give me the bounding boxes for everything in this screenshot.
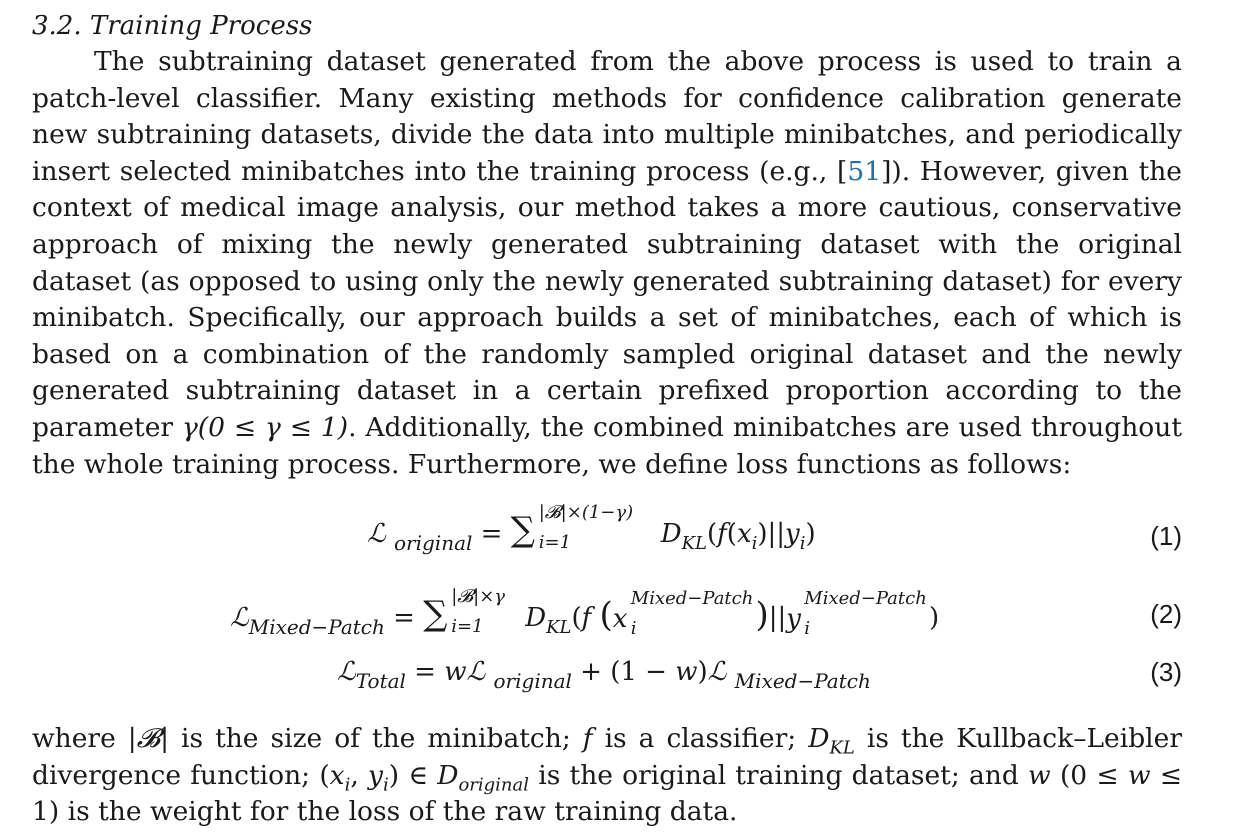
section-title: Training Process	[89, 11, 313, 41]
paper-page	[32, 8, 1182, 831]
x-subscript: i	[344, 774, 351, 796]
text: ,	[350, 759, 369, 791]
classifier-symbol: f	[582, 723, 593, 755]
equation-2-number: (2)	[1150, 599, 1182, 630]
kl-subscript: KL	[829, 737, 855, 759]
kl-symbol: D	[808, 723, 830, 755]
dataset-subscript: original	[458, 774, 530, 796]
minibatch-symbol: 𝓑	[136, 723, 161, 755]
text: is the Kullback–Leibler divergence function; (	[32, 723, 1183, 791]
text: where |	[32, 723, 137, 755]
equation-3-number: (3)	[1150, 657, 1182, 688]
equation-2-body: ℒ$_{Mixed-Patch}$ = ∑ |𝓑|×γ i=1 $D_{KL}(f$ (x Mixed−Patch i )||y Mixed−Patch i )	[230, 586, 940, 640]
gamma-parameter: γ(0 ≤ γ ≤ 1)	[181, 411, 349, 443]
text: is the original training dataset; and	[529, 759, 1029, 791]
text: (0 ≤	[1050, 759, 1128, 791]
text: | is the size of the minibatch;	[160, 723, 583, 755]
paragraph-definitions	[32, 721, 1182, 831]
section-heading	[32, 8, 1182, 44]
paragraph-text: ]). However, given the context of medical image analysis, our method takes a more cautious, conservative approach of mixing the newly generated subtraining dataset with the original dataset (as opposed to using only the newly generated subtraining dataset) for every minibatch. Specifically, our approach builds a set of minibatches, each of which is based on a combination of the randomly sampled original dataset and the newly generated subtraining dataset in a certain prefixed proportion according to the parameter	[32, 155, 1182, 443]
text: is a classifier;	[592, 723, 809, 755]
citation-link[interactable]: 51	[847, 155, 882, 187]
equation-1	[32, 502, 1182, 569]
equation-block	[32, 501, 1182, 711]
text: ) ∈	[388, 759, 438, 791]
x-symbol: x	[329, 759, 345, 791]
y-symbol: y	[368, 759, 384, 791]
paragraph-text: The subtraining dataset generated from the above process is used to train a patch-level classifier. Many existing methods for confidence calibration generate new subtraining datasets, divide the data into multiple minibatches, and periodically insert selected minibatches into the training process (e.g., [	[32, 46, 1182, 187]
dataset-symbol: D	[437, 759, 459, 791]
weight-symbol: w	[1127, 759, 1151, 791]
equation-1-body: ℒ $_{original}$ = ∑ |𝓑|×(1−γ) i=1 $D_{KL}(f(x_i)||y_i)$	[367, 502, 816, 556]
text: ≤ 1) is the weight for the loss of the raw training data.	[32, 759, 1182, 828]
equation-3	[32, 651, 1182, 711]
paragraph-training-process	[32, 44, 1182, 483]
paragraph-text: . Additionally, the combined minibatches are used throughout the whole training process. Furthermore, we define loss functions as follows:	[32, 411, 1182, 480]
y-subscript: i	[383, 774, 389, 796]
equation-3-body: ℒ$_{Total}$ = wℒ $_{original}$ + (1 − w)ℒ $_{Mixed-Patch}$	[337, 657, 871, 694]
equation-1-number: (1)	[1150, 521, 1182, 552]
weight-symbol: w	[1028, 759, 1051, 791]
equation-2	[32, 587, 1182, 647]
section-number: 3.2.	[32, 11, 82, 41]
